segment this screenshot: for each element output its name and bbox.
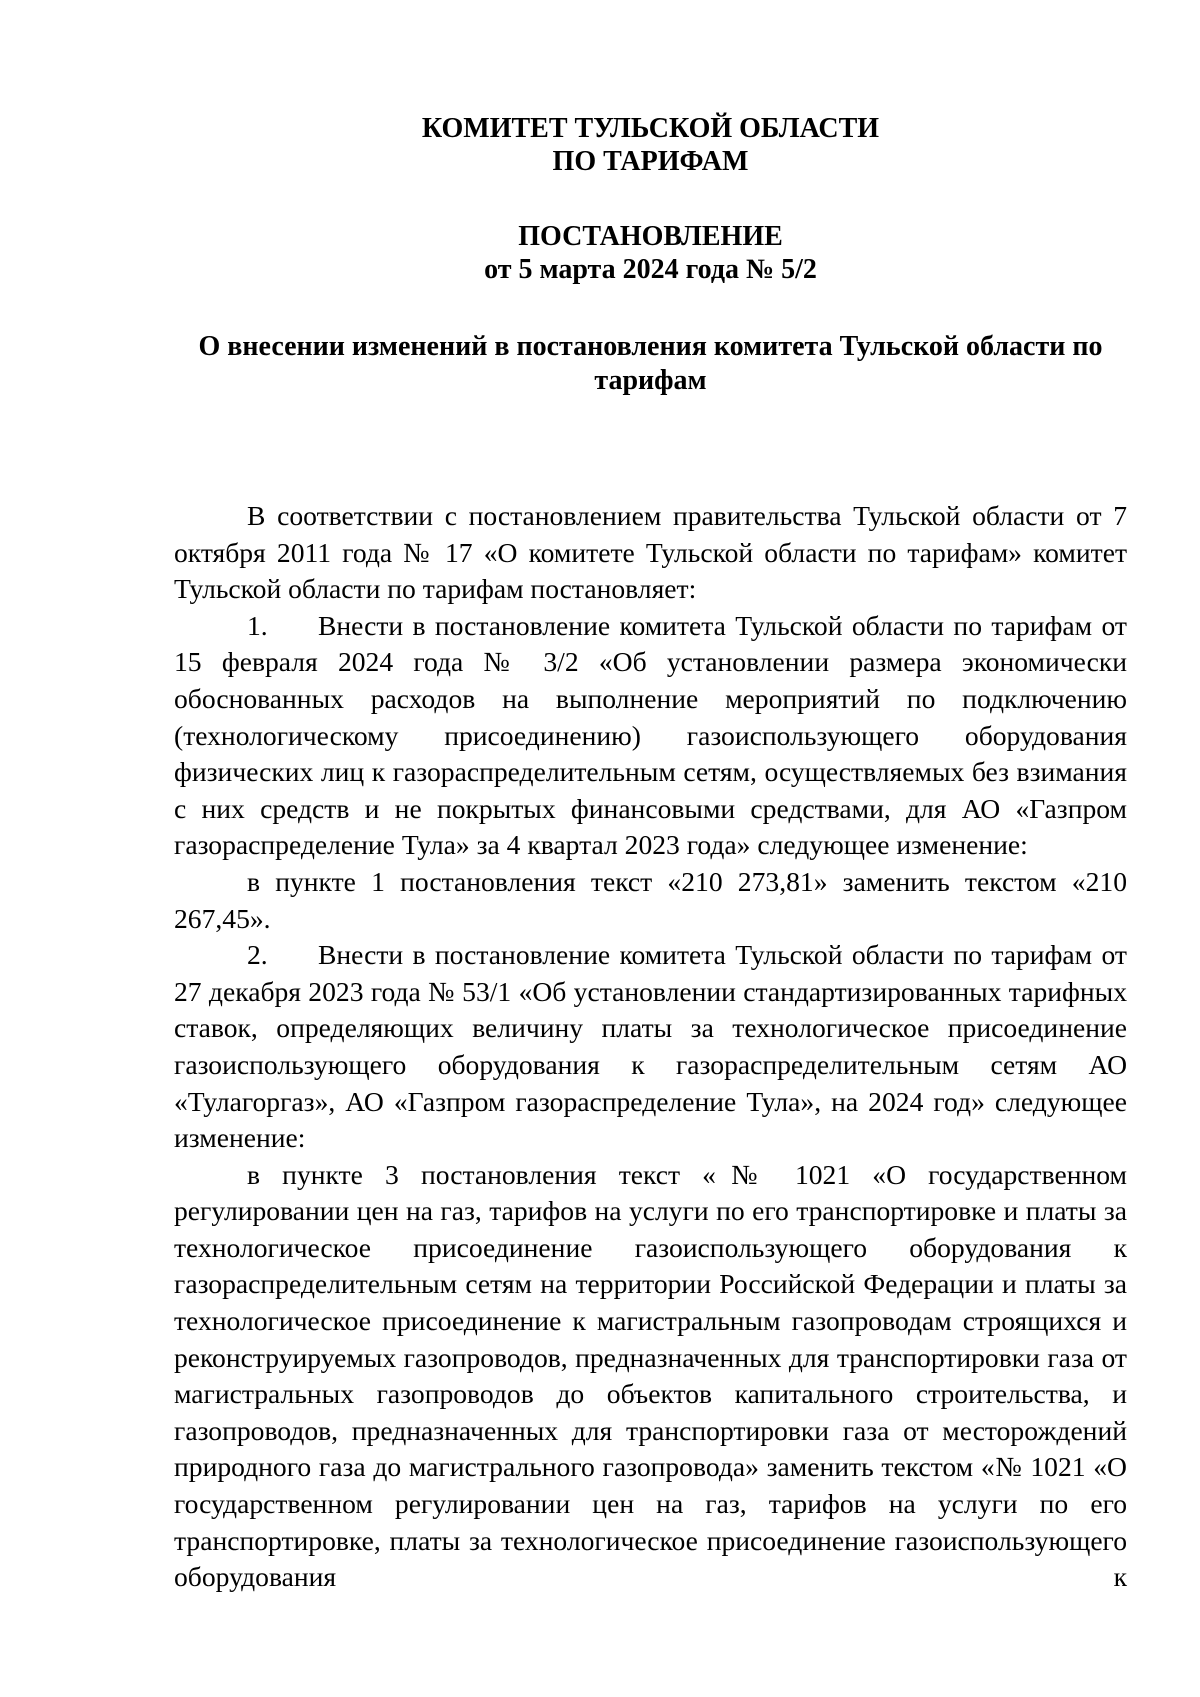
organization-name-line2: ПО ТАРИФАМ [552, 146, 749, 177]
organization-header [174, 112, 1127, 178]
item-2-paragraph [174, 937, 1127, 1157]
document-subject-line1: О внесении изменений в постановления комитета Тульской области по [198, 331, 1103, 362]
item-1-text: Внести в постановление комитета Тульской области по тарифам от 15 февраля 2024 года № 3/2 «Об установлении размера экономически обоснованных расходов на выполнение мероприятий по подключению (технологическому присоединению) газоиспользующего оборудования физических лиц к газораспределительным сетям, осуществляемых без взимания с них средств и не покрытых финансовыми средствами, для АО «Газпром газораспределение Тула» за 4 квартал 2023 года» следующее изменение: [174, 609, 1127, 861]
item-1-paragraph [174, 608, 1127, 864]
item-2-number: 2. [247, 939, 268, 971]
document-title-block [174, 220, 1127, 286]
document-page [174, 112, 1127, 1596]
item-2-change-paragraph: в пункте 3 постановления текст «№ 1021 «О государственном регулировании цен на газ, тарифов на услуги по его транспортировке и платы за технологическое присоединение газоиспользующего оборудования к газораспределительным сетям на территории Российской Федерации и платы за технологическое присоединение к магистральным газопроводам строящихся и реконструируемых газопроводов, предназначенных для транспортировки газа от магистральных газопроводов до объектов капитального строительства, и газопроводов, предназначенных для транспортировки газа от месторождений природного газа до магистрального газопровода» заменить текстом «№ 1021 «О государственном регулировании цен на газ, тарифов на услуги по его транспортировке, платы за технологическое присоединение газоиспользующего оборудования к [174, 1158, 1127, 1593]
document-date-number: от 5 марта 2024 года № 5/2 [484, 254, 817, 285]
item-2-text: Внести в постановление комитета Тульской области по тарифам от 27 декабря 2023 года № 53/1 «Об установлении стандартизированных тарифных ставок, определяющих величину платы за технологическое присоединение газоиспользующего оборудования к газораспределительным сетям АО «Тулагоргаз», АО «Газпром газораспределение Тула», на 2024 год» следующее изменение: [174, 939, 1127, 1154]
item-1-change-paragraph: в пункте 1 постановления текст «210 273,81» заменить текстом «210 267,45». [174, 865, 1127, 934]
organization-name-line1: КОМИТЕТ ТУЛЬСКОЙ ОБЛАСТИ [421, 113, 880, 144]
document-type: ПОСТАНОВЛЕНИЕ [518, 221, 783, 252]
document-body [174, 498, 1127, 1596]
item-1-number: 1. [247, 609, 268, 641]
preamble-paragraph: В соответствии с постановлением правительства Тульской области от 7 октября 2011 года № 17 «О комитете Тульской области по тарифам» комитет Тульской области по тарифам постановляет: [174, 500, 1127, 605]
document-subject [174, 330, 1127, 398]
document-subject-line2: тарифам [594, 365, 707, 396]
